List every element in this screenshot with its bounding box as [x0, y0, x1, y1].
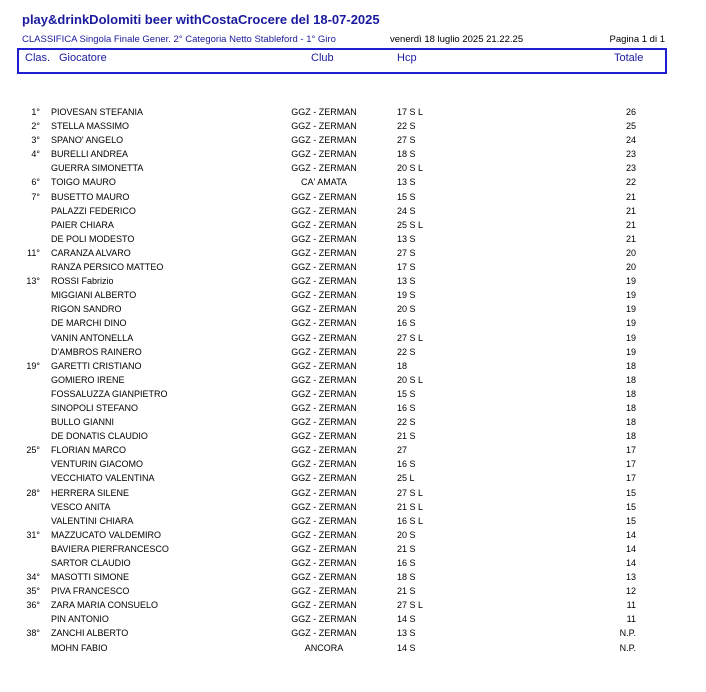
row-hcp: 16 S [397, 402, 416, 413]
table-row [0, 626, 706, 640]
row-player-name: BUSETTO MAURO [51, 191, 130, 202]
row-player-name: PIVA FRANCESCO [51, 586, 130, 597]
row-club: GGZ - ZERMAN [291, 262, 357, 273]
row-club: GGZ - ZERMAN [291, 135, 357, 146]
row-total: 17 [625, 445, 636, 456]
row-club: GGZ - ZERMAN [291, 388, 357, 399]
row-total: 17 [625, 473, 636, 484]
row-position: 38° [26, 628, 40, 639]
row-club: GGZ - ZERMAN [291, 487, 357, 498]
row-total: 22 [625, 177, 636, 188]
row-club: GGZ - ZERMAN [291, 233, 357, 244]
row-player-name: VANIN ANTONELLA [51, 332, 134, 343]
table-row [0, 105, 706, 119]
row-club: ANCORA [304, 642, 344, 653]
row-hcp: 27 S [397, 135, 416, 146]
row-player-name: DE POLI MODESTO [51, 233, 135, 244]
row-hcp: 15 S [397, 388, 416, 399]
row-club: GGZ - ZERMAN [291, 558, 357, 568]
row-position: 7° [31, 191, 40, 202]
column-header-hcp: Hcp [397, 52, 417, 64]
row-player-name: MASOTTI SIMONE [51, 572, 130, 583]
table-row [0, 246, 706, 260]
row-total: 21 [625, 205, 636, 216]
row-position: 34° [26, 572, 40, 583]
table-row [0, 500, 706, 514]
row-position: 25° [26, 445, 40, 456]
row-position: 2° [31, 121, 40, 132]
table-row [0, 584, 706, 598]
row-player-name: SPANO' ANGELO [51, 135, 124, 146]
table-row [0, 232, 706, 246]
row-total: N.P. [619, 628, 636, 639]
table-row [0, 401, 706, 415]
row-club: GGZ - ZERMAN [291, 290, 357, 301]
table-row [0, 641, 706, 655]
row-total: 15 [625, 501, 636, 512]
row-hcp: 27 S [397, 247, 416, 258]
row-total: 18 [625, 402, 636, 413]
row-player-name: STELLA MASSIMO [51, 121, 130, 132]
row-player-name: GARETTI CRISTIANO [51, 360, 142, 371]
row-player-name: SARTOR CLAUDIO [51, 558, 131, 568]
row-player-name: TOIGO MAURO [51, 177, 116, 188]
table-row [0, 457, 706, 471]
row-total: 25 [625, 121, 636, 132]
row-total: N.P. [619, 642, 636, 653]
row-player-name: GUERRA SIMONETTA [51, 163, 144, 174]
row-club: GGZ - ZERMAN [291, 473, 357, 484]
row-player-name: FLORIAN MARCO [51, 445, 127, 456]
row-hcp: 20 S L [397, 163, 424, 174]
row-position: 19° [26, 360, 40, 371]
row-player-name: ZANCHI ALBERTO [51, 628, 129, 639]
row-hcp: 22 S [397, 346, 416, 357]
row-total: 23 [625, 163, 636, 174]
report-subtitle: CLASSIFICA Singola Finale Gener. 2° Categoria Netto Stableford - 1° Giro [22, 34, 336, 45]
table-row [0, 161, 706, 175]
row-club: GGZ - ZERMAN [291, 431, 357, 442]
table-row [0, 514, 706, 528]
row-hcp: 25 L [397, 473, 415, 484]
row-total: 23 [625, 149, 636, 160]
row-hcp: 14 S [397, 614, 416, 625]
row-hcp: 21 S [397, 543, 416, 554]
row-total: 14 [625, 543, 636, 554]
row-total: 18 [625, 388, 636, 399]
row-player-name: PALAZZI FEDERICO [51, 205, 136, 216]
row-hcp: 13 S [397, 276, 416, 287]
row-hcp: 20 S L [397, 374, 424, 385]
row-player-name: HERRERA SILENE [51, 487, 130, 498]
row-hcp: 22 S [397, 417, 416, 428]
row-total: 20 [625, 247, 636, 258]
row-player-name: DE DONATIS CLAUDIO [51, 431, 148, 442]
table-row [0, 542, 706, 556]
row-position: 6° [31, 177, 40, 188]
table-row [0, 274, 706, 288]
table-row [0, 331, 706, 345]
row-player-name: RANZA PERSICO MATTEO [51, 262, 164, 273]
row-player-name: DE MARCHI DINO [51, 318, 127, 329]
row-hcp: 21 S [397, 431, 416, 442]
row-hcp: 22 S [397, 121, 416, 132]
row-hcp: 18 S [397, 572, 416, 583]
row-total: 11 [626, 600, 636, 611]
row-position: 13° [26, 276, 40, 287]
row-club: GGZ - ZERMAN [291, 332, 357, 343]
row-position: 28° [26, 487, 40, 498]
row-hcp: 17 S L [397, 107, 424, 117]
table-row [0, 345, 706, 359]
column-header-player: Giocatore [59, 52, 107, 64]
row-hcp: 21 S L [397, 501, 424, 512]
table-row [0, 570, 706, 584]
row-position: 31° [26, 529, 40, 540]
row-total: 19 [625, 318, 636, 329]
row-player-name: BAVIERA PIERFRANCESCO [51, 543, 169, 554]
table-row [0, 612, 706, 626]
row-hcp: 27 S L [397, 600, 424, 611]
row-total: 18 [625, 417, 636, 428]
row-total: 20 [625, 262, 636, 273]
row-hcp: 20 S [397, 304, 416, 315]
row-player-name: MOHN FABIO [51, 642, 108, 653]
row-player-name: ZARA MARIA CONSUELO [51, 600, 159, 611]
row-club: GGZ - ZERMAN [291, 586, 357, 597]
table-row [0, 443, 706, 457]
row-hcp: 16 S L [397, 515, 424, 526]
row-player-name: GOMIERO IRENE [51, 374, 125, 385]
row-hcp: 18 S [397, 149, 416, 160]
row-player-name: D'AMBROS RAINERO [51, 346, 142, 357]
row-position: 1° [31, 107, 40, 117]
row-hcp: 27 [397, 445, 408, 456]
row-player-name: MAZZUCATO VALDEMIRO [51, 529, 162, 540]
table-row [0, 175, 706, 189]
row-total: 19 [625, 290, 636, 301]
row-total: 18 [625, 431, 636, 442]
row-hcp: 27 S L [397, 487, 424, 498]
row-player-name: BULLO GIANNI [51, 417, 115, 428]
row-club: GGZ - ZERMAN [291, 121, 357, 132]
row-player-name: VESCO ANITA [51, 501, 111, 512]
row-player-name: SINOPOLI STEFANO [51, 402, 139, 413]
row-player-name: VALENTINI CHIARA [51, 515, 134, 526]
row-total: 19 [625, 332, 636, 343]
row-player-name: BURELLI ANDREA [51, 149, 129, 160]
row-hcp: 17 S [397, 262, 416, 273]
table-row [0, 260, 706, 274]
table-row [0, 556, 706, 570]
row-total: 18 [625, 374, 636, 385]
table-row [0, 486, 706, 500]
row-club: GGZ - ZERMAN [291, 529, 357, 540]
row-hcp: 14 S [397, 642, 416, 653]
table-row [0, 119, 706, 133]
row-club: GGZ - ZERMAN [291, 445, 357, 456]
column-header-position: Clas. [25, 52, 51, 64]
row-total: 14 [625, 558, 636, 568]
row-total: 26 [625, 107, 636, 117]
row-club: GGZ - ZERMAN [291, 247, 357, 258]
row-club: GGZ - ZERMAN [291, 191, 357, 202]
row-club: GGZ - ZERMAN [291, 459, 357, 470]
results-table [0, 105, 706, 655]
table-row [0, 528, 706, 542]
row-club: GGZ - ZERMAN [291, 501, 357, 512]
row-total: 17 [625, 459, 636, 470]
table-row [0, 133, 706, 147]
table-row [0, 373, 706, 387]
row-hcp: 16 S [397, 459, 416, 470]
row-hcp: 24 S [397, 205, 416, 216]
row-total: 14 [625, 529, 636, 540]
row-player-name: PIN ANTONIO [51, 614, 109, 625]
column-header-total: Totale [614, 52, 644, 64]
row-player-name: ROSSI Fabrizio [51, 276, 114, 287]
row-player-name: VENTURIN GIACOMO [51, 459, 144, 470]
row-position: 35° [26, 586, 40, 597]
row-hcp: 21 S [397, 586, 416, 597]
row-player-name: VECCHIATO VALENTINA [51, 473, 155, 484]
row-hcp: 20 S [397, 529, 416, 540]
row-club: GGZ - ZERMAN [291, 543, 357, 554]
row-total: 19 [625, 276, 636, 287]
row-club: GGZ - ZERMAN [291, 402, 357, 413]
table-row [0, 387, 706, 401]
row-club: GGZ - ZERMAN [291, 304, 357, 315]
row-total: 19 [625, 304, 636, 315]
row-club: GGZ - ZERMAN [291, 628, 357, 639]
row-club: GGZ - ZERMAN [291, 572, 357, 583]
row-total: 21 [625, 233, 636, 244]
column-header-club: Club [311, 52, 334, 64]
row-club: GGZ - ZERMAN [291, 219, 357, 230]
table-row [0, 471, 706, 485]
row-club: GGZ - ZERMAN [291, 318, 357, 329]
row-hcp: 16 S [397, 318, 416, 329]
table-row [0, 415, 706, 429]
row-hcp: 13 S [397, 233, 416, 244]
row-hcp: 25 S L [397, 219, 424, 230]
row-position: 4° [31, 149, 40, 160]
row-club: CA' AMATA [301, 177, 347, 188]
table-row [0, 316, 706, 330]
row-player-name: PAIER CHIARA [51, 219, 114, 230]
row-total: 21 [625, 219, 636, 230]
row-player-name: CARANZA ALVARO [51, 247, 131, 258]
row-hcp: 15 S [397, 191, 416, 202]
row-player-name: PIOVESAN STEFANIA [51, 107, 144, 117]
row-total: 19 [625, 346, 636, 357]
row-hcp: 13 S [397, 177, 416, 188]
row-club: GGZ - ZERMAN [291, 515, 357, 526]
table-row [0, 359, 706, 373]
row-club: GGZ - ZERMAN [291, 205, 357, 216]
row-total: 11 [626, 614, 636, 625]
row-total: 24 [625, 135, 636, 146]
row-total: 15 [625, 515, 636, 526]
row-club: GGZ - ZERMAN [291, 600, 357, 611]
row-club: GGZ - ZERMAN [291, 374, 357, 385]
table-row [0, 147, 706, 161]
row-club: GGZ - ZERMAN [291, 360, 357, 371]
table-row [0, 218, 706, 232]
row-club: GGZ - ZERMAN [291, 107, 357, 117]
row-hcp: 27 S L [397, 332, 424, 343]
row-position: 36° [26, 600, 40, 611]
row-total: 18 [625, 360, 636, 371]
row-total: 12 [625, 586, 636, 597]
row-player-name: FOSSALUZZA GIANPIETRO [51, 388, 168, 399]
table-row [0, 288, 706, 302]
row-total: 21 [625, 191, 636, 202]
row-position: 3° [31, 135, 40, 146]
page-number: Pagina 1 di 1 [609, 34, 665, 45]
report-datetime: venerdì 18 luglio 2025 21.22.25 [390, 34, 524, 45]
table-row [0, 302, 706, 316]
table-row [0, 204, 706, 218]
row-total: 13 [625, 572, 636, 583]
row-club: GGZ - ZERMAN [291, 149, 357, 160]
row-club: GGZ - ZERMAN [291, 417, 357, 428]
row-hcp: 19 S [397, 290, 416, 301]
row-hcp: 18 [397, 360, 408, 371]
row-club: GGZ - ZERMAN [291, 163, 357, 174]
table-row [0, 190, 706, 204]
row-club: GGZ - ZERMAN [291, 346, 357, 357]
table-row [0, 598, 706, 612]
table-row [0, 429, 706, 443]
row-player-name: MIGGIANI ALBERTO [51, 290, 137, 301]
row-club: GGZ - ZERMAN [291, 614, 357, 625]
row-total: 15 [625, 487, 636, 498]
column-header-box [17, 48, 667, 74]
row-player-name: RIGON SANDRO [51, 304, 122, 315]
row-club: GGZ - ZERMAN [291, 276, 357, 287]
row-hcp: 16 S [397, 558, 416, 568]
row-position: 11° [27, 247, 40, 258]
report-title: play&drinkDolomiti beer withCostaCrocere del 18-07-2025 [22, 12, 380, 27]
row-hcp: 13 S [397, 628, 416, 639]
